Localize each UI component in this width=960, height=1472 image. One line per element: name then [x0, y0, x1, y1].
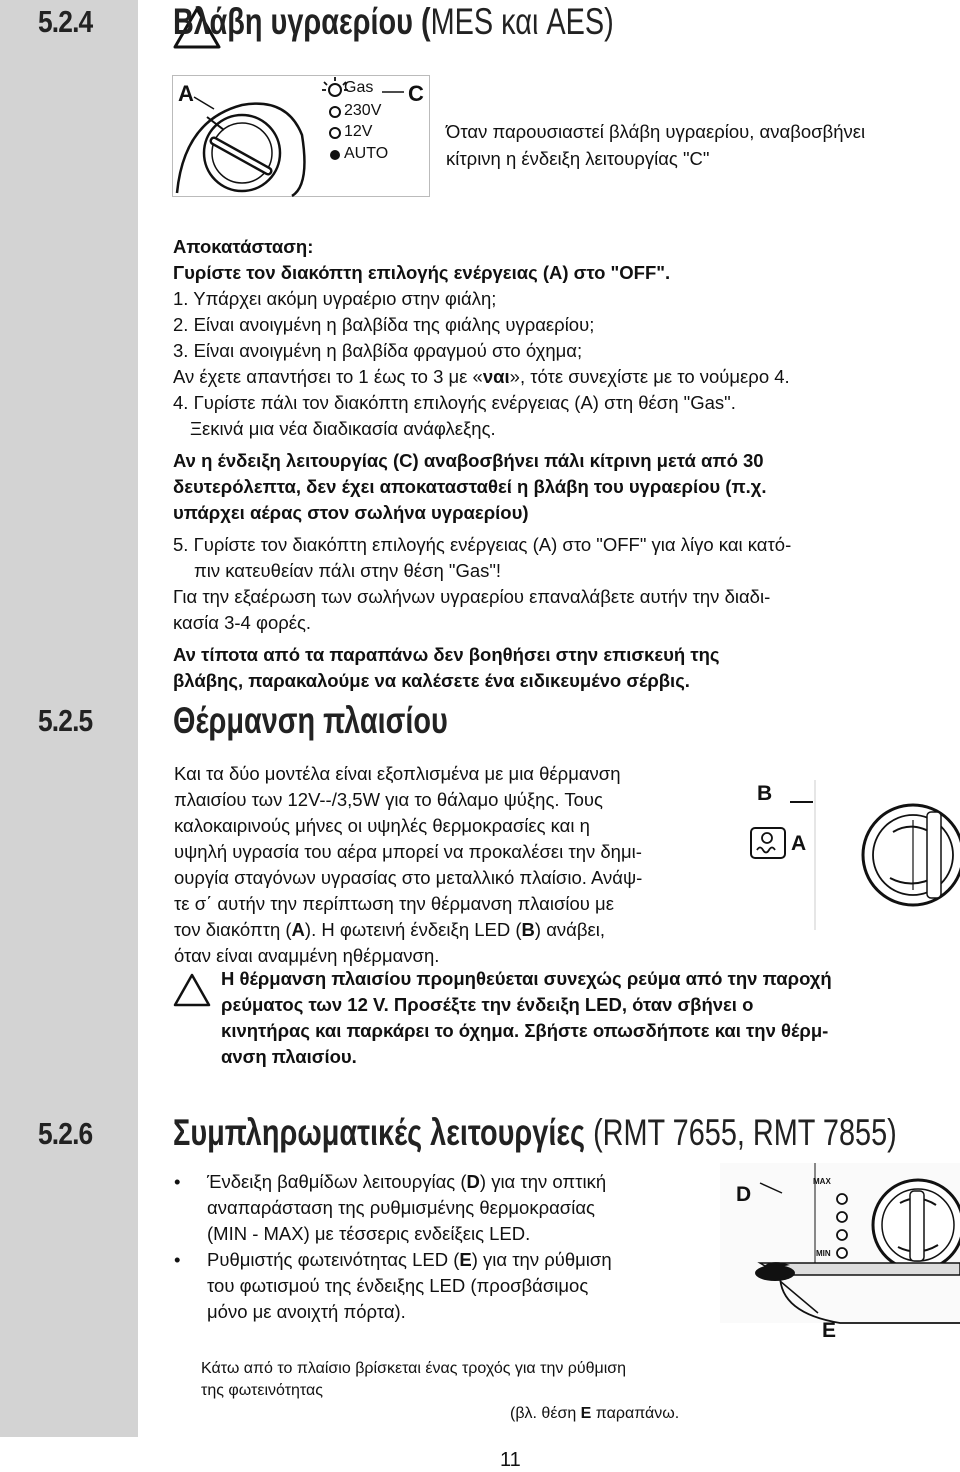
frame-heating-warning-line-2: ρεύματος των 12 V. Προσέξτε την ένδειξη LED, όταν σβήνει ο — [221, 994, 754, 1015]
frame-heating-text-line-4: υψηλή υγρασία του αέρα μπορεί να προκαλέσει την δημι- — [174, 841, 642, 862]
frame-heating-text-line-1: Και τα δύο μοντέλα είναι εξοπλισμένα με μια θέρμανση — [174, 763, 621, 784]
step-2: 2. Είναι ανοιγμένη η βαλβίδα της φιάλης υγραερίου; — [173, 314, 595, 335]
figure-label-a: A — [791, 832, 807, 855]
section-title-5-2-5: Θέρμανση πλαισίου — [173, 700, 448, 741]
figure-label-d: D — [736, 1183, 752, 1206]
dimmer-note-reference: (βλ. θέση E παραπάνω. — [510, 1405, 680, 1422]
step-5-line-1: 5. Γυρίστε τον διακόπτη επιλογής ενέργειας (A) στο "OFF" για λίγο και κατό- — [173, 534, 792, 555]
step-4: 4. Γυρίστε πάλι τον διακόπτη επιλογής ενέργειας (A) στη θέση "Gas". — [173, 392, 736, 413]
page-number: 11 — [500, 1449, 521, 1471]
figure-label-c: C — [408, 81, 424, 106]
led-indicator-dimmer-figure — [720, 1163, 960, 1345]
gas-retry-warning-line-1: Αν η ένδειξη λειτουργίας (C) αναβοσβήνει πάλι κίτρινη μετά από 30 — [173, 450, 764, 471]
gas-retry-warning-line-2: δευτερόλεπτα, δεν έχει αποκατασταθεί η βλάβη του υγραερίου (π.χ. — [173, 476, 767, 497]
frame-heating-warning-line-1: Η θέρμανση πλαισίου προμηθεύεται συνεχώς ρεύμα από την παροχή — [221, 968, 832, 989]
restore-title: Αποκατάσταση: — [173, 236, 314, 257]
step-3: 3. Είναι ανοιγμένη η βαλβίδα φραγμού στο όχημα; — [173, 340, 583, 361]
led-230v-label: 230V — [344, 102, 382, 119]
frame-heating-text-line-7: τον διακόπτη (A). Η φωτεινή ένδειξη LED (B) ανάβει, — [174, 919, 606, 940]
restore-action: Γυρίστε τον διακόπτη επιλογής ενέργειας (A) στο "OFF". — [173, 262, 671, 283]
bullet-1-line-3: (MIN - MAX) με τέσσερις ενδείξεις LED. — [207, 1223, 531, 1244]
figure-label-e: E — [822, 1319, 837, 1342]
section-number-5-2-5: 5.2.5 — [38, 703, 93, 738]
step-5-line-2: πιν κατευθείαν πάλι στην θέση "Gas"! — [194, 560, 502, 581]
frame-heating-warning-line-4: ανση πλαισίου. — [221, 1046, 357, 1067]
bullet-1-line-1: Ένδειξη βαθμίδων λειτουργίας (D) για την οπτική — [207, 1171, 607, 1192]
service-note-line-2: βλάβης, παρακαλούμε να καλέσετε ένα ειδικευμένο σέρβις. — [173, 670, 690, 691]
warning-triangle-icon — [172, 972, 212, 1008]
gas-fault-control-panel-figure — [172, 75, 430, 197]
purge-line-2: κασία 3-4 φορές. — [173, 612, 312, 633]
bullet-2-line-1: Ρυθμιστής φωτεινότητας LED (E) για την ρύθμιση — [207, 1249, 612, 1270]
section-title-5-2-4: Βλάβη υγραερίου (MES και AES) — [173, 1, 614, 42]
section-title-5-2-6: Συμπληρωματικές λειτουργίες (RMT 7655, RMT 7855) — [173, 1112, 897, 1153]
step-1: 1. Υπάρχει ακόμη υγραέριο στην φιάλη; — [173, 288, 497, 309]
figure-label-b: B — [757, 782, 773, 805]
section-number-5-2-6: 5.2.6 — [38, 1116, 93, 1151]
section-number-5-2-4: 5.2.4 — [38, 4, 93, 39]
dimmer-note-line-1: Κάτω από το πλαίσιο βρίσκεται ένας τροχός για την ρύθμιση — [201, 1360, 627, 1377]
frame-heating-switch-figure — [745, 780, 960, 930]
frame-heating-text-line-2: πλαισίου των 12V--/3,5W για το θάλαμο ψύξης. Τους — [174, 789, 603, 810]
led-auto-label: AUTO — [344, 145, 389, 162]
led-12v-label: 12V — [344, 123, 373, 140]
frame-heating-text-line-5: ουργία σταγόνων υγρασίας στο μεταλλικό πλαίσιο. Ανάψ- — [174, 867, 643, 888]
bullet-dot: • — [174, 1249, 181, 1270]
figure-label-a: A — [178, 81, 194, 106]
max-label: MAX — [813, 1177, 831, 1186]
min-label: MIN — [816, 1249, 831, 1258]
bullet-1-line-2: αναπαράσταση της ρυθμισμένης θερμοκρασίας — [207, 1197, 595, 1218]
gas-fault-intro-line-1: Όταν παρουσιαστεί βλάβη υγραερίου, αναβοσβήνει — [446, 121, 866, 142]
bullet-2-line-3: μόνο με ανοιχτή πόρτα). — [207, 1301, 406, 1322]
dimmer-note-line-2: της φωτεινότητας — [201, 1382, 323, 1399]
frame-heating-text-line-8: όταν είναι αναμμένη ηθέρμανση. — [174, 945, 440, 966]
purge-line-1: Για την εξαέρωση των σωλήνων υγραερίου επαναλάβετε αυτήν την διαδι- — [173, 586, 771, 607]
led-gas-label: Gas — [344, 79, 374, 96]
frame-heating-text-line-6: τε σ΄ αυτήν την περίπτωση την θέρμανση πλαισίου με — [174, 893, 614, 914]
frame-heating-warning-line-3: κινητήρας και παρκάρει το όχημα. Σβήστε οπωσδήποτε και την θέρμ- — [221, 1020, 829, 1041]
answer-note: Αν έχετε απαντήσει το 1 έως το 3 με «ναι», τότε συνεχίστε με το νούμερο 4. — [173, 366, 790, 387]
step-4-continuation: Ξεκινά μια νέα διαδικασία ανάφλεξης. — [190, 418, 496, 439]
bullet-dot: • — [174, 1171, 181, 1192]
gas-retry-warning-line-3: υπάρχει αέρας στον σωλήνα υγραερίου) — [173, 502, 529, 523]
service-note-line-1: Αν τίποτα από τα παραπάνω δεν βοηθήσει στην επισκευή της — [173, 644, 720, 665]
frame-heating-text-line-3: καλοκαιρινούς μήνες οι υψηλές θερμοκρασίες και η — [174, 815, 590, 836]
gas-fault-intro-line-2: κίτρινη η ένδειξη λειτουργίας "C" — [446, 148, 710, 169]
bullet-2-line-2: του φωτισμού της ένδειξης LED (προσβάσιμος — [207, 1275, 589, 1296]
